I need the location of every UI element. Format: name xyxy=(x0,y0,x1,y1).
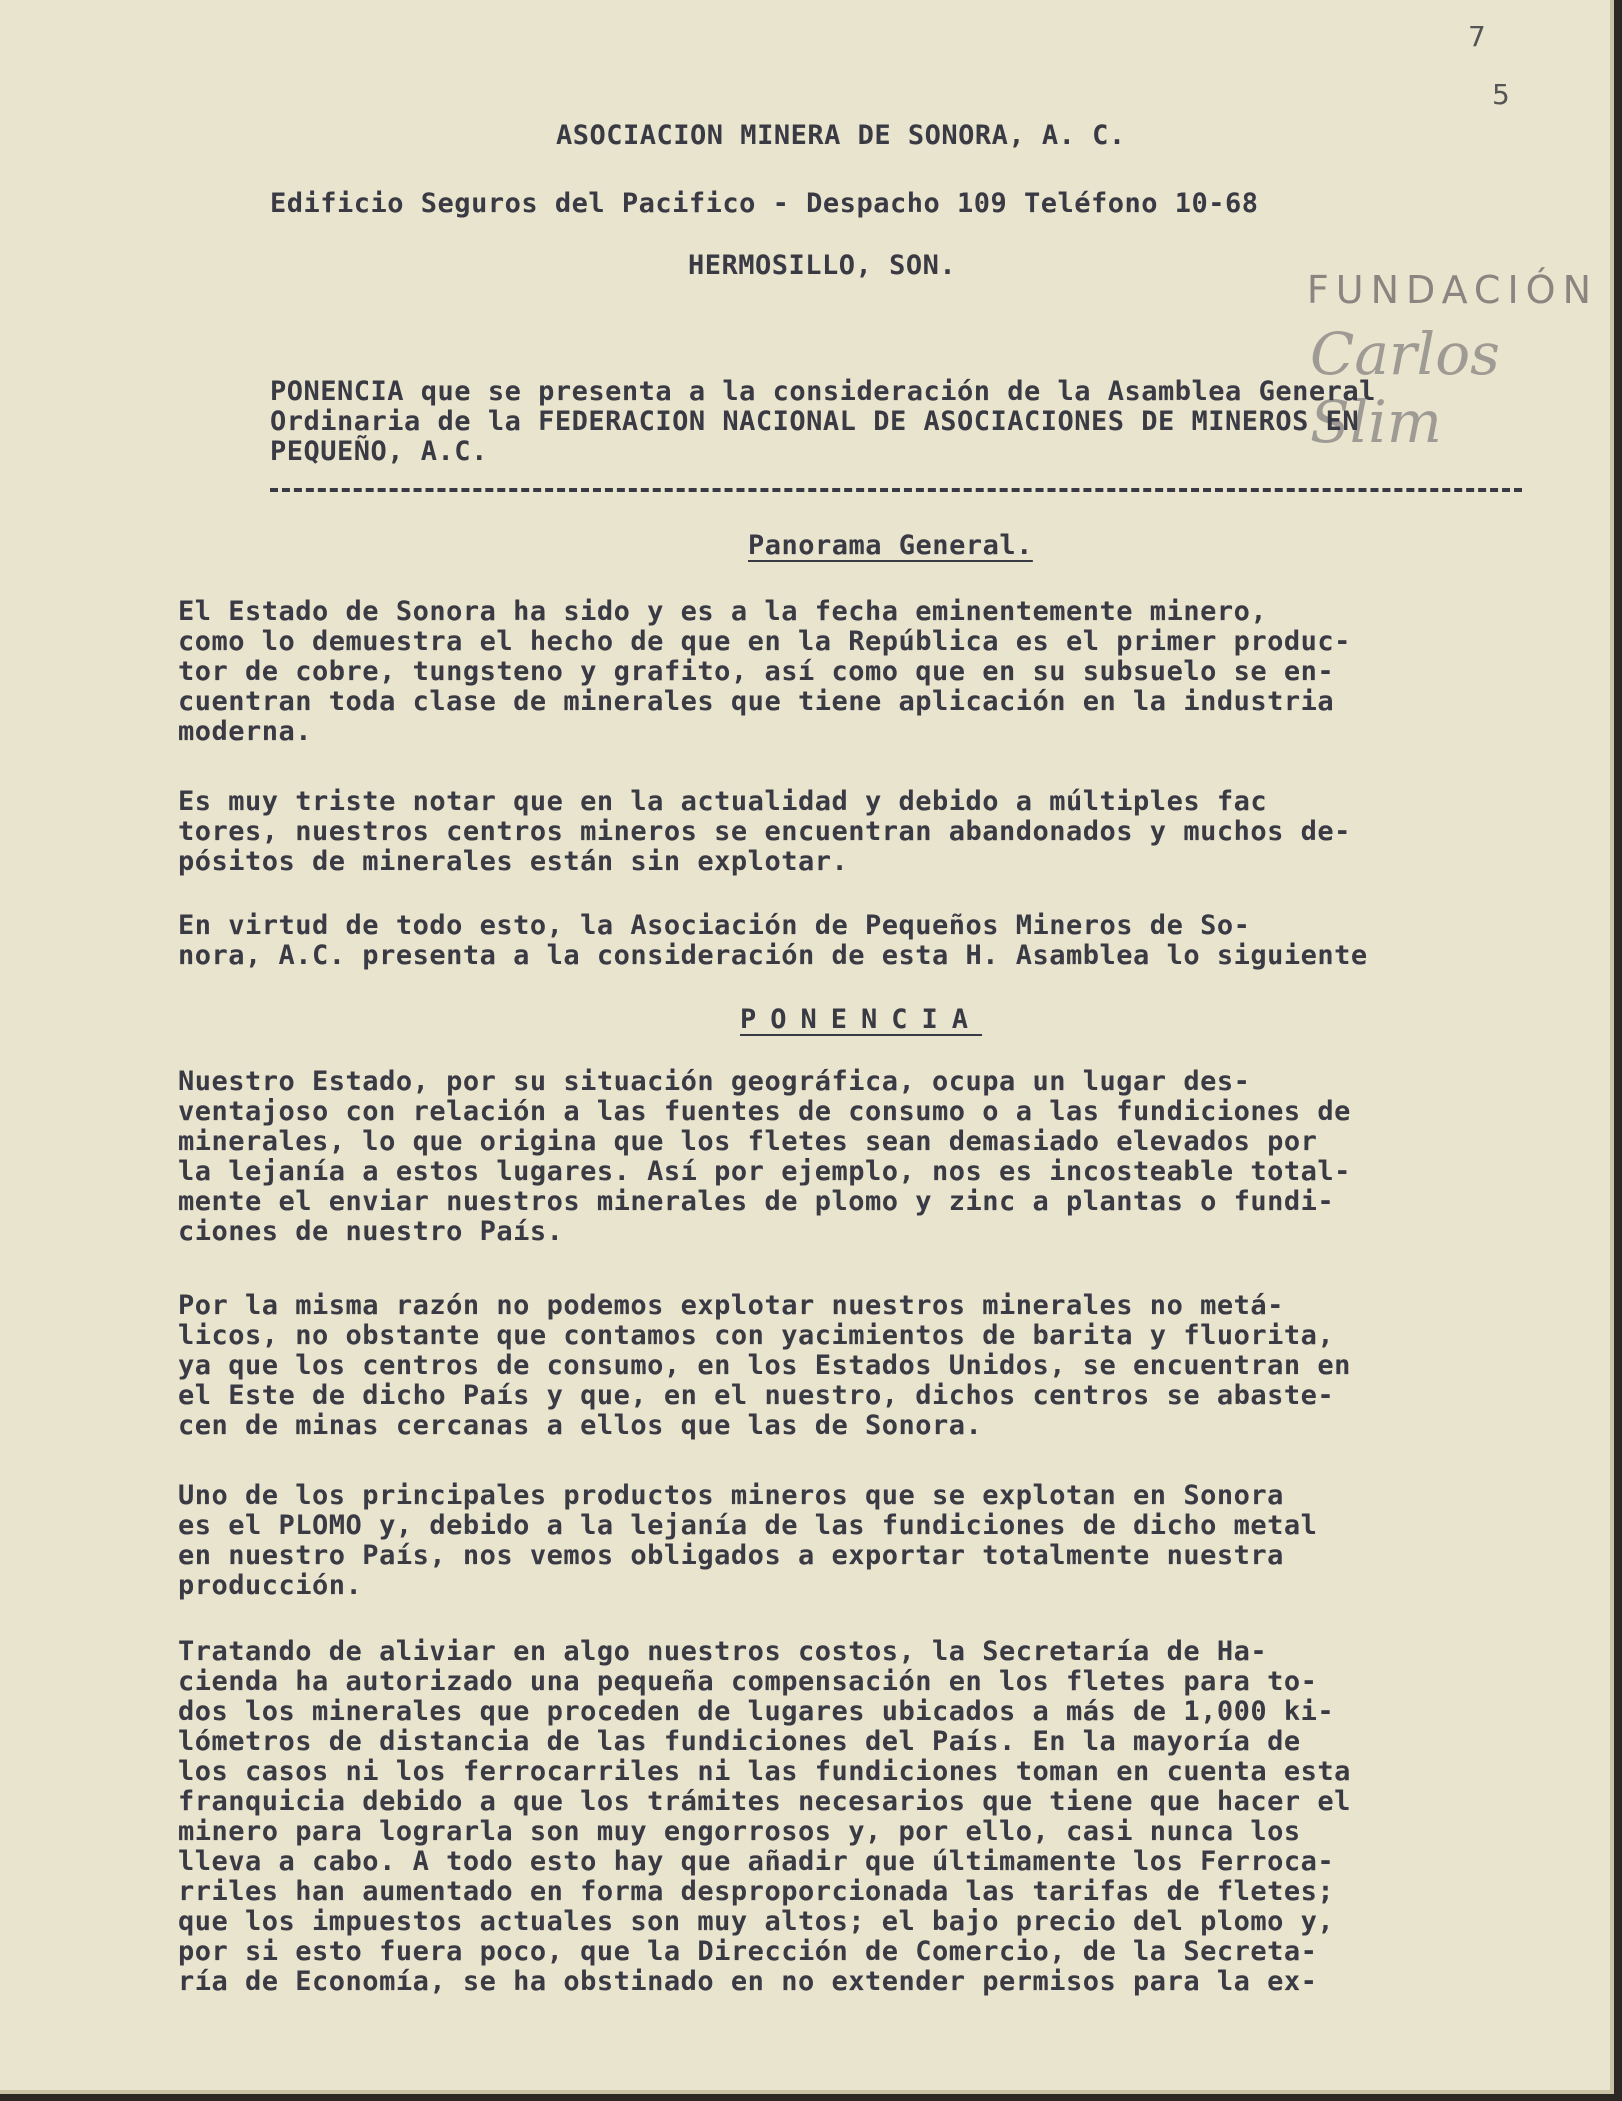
text-line: que los impuestos actuales son muy altos; el bajo precio del plomo y, xyxy=(178,1906,1335,1937)
text-line: franquicia debido a que los trámites necesarios que tiene que hacer el xyxy=(178,1786,1351,1817)
text-line: la lejanía a estos lugares. Así por ejemplo, nos es incosteable total- xyxy=(178,1156,1351,1187)
dashed-separator xyxy=(270,488,1522,492)
page-number: 5 xyxy=(1492,78,1510,111)
text-line: lleva a cabo. A todo esto hay que añadir que últimamente los Ferroca- xyxy=(178,1846,1335,1877)
text-line: lómetros de distancia de las fundiciones del País. En la mayoría de xyxy=(178,1726,1301,1757)
text-line: es el PLOMO y, debido a la lejanía de las fundiciones de dicho metal xyxy=(178,1510,1318,1541)
section-title: Panorama General. xyxy=(748,530,1033,561)
text-line: ciones de nuestro País. xyxy=(178,1216,564,1247)
text-line: Tratando de aliviar en algo nuestros costos, la Secretaría de Ha- xyxy=(178,1636,1268,1667)
text-line: ya que los centros de consumo, en los Estados Unidos, se encuentran en xyxy=(178,1350,1351,1381)
watermark-foundation: FUNDACIÓN xyxy=(1306,268,1598,312)
text-line: dos los minerales que proceden de lugares ubicados a más de 1,000 ki- xyxy=(178,1696,1335,1727)
text-line: rriles han aumentado en forma desproporcionada las tarifas de fletes; xyxy=(178,1876,1335,1907)
text-line: PONENCIA que se presenta a la consideración de la Asamblea General xyxy=(270,376,1376,407)
text-line: tores, nuestros centros mineros se encuentran abandonados y muchos de- xyxy=(178,816,1351,847)
text-line: producción. xyxy=(178,1570,363,1601)
text-line: licos, no obstante que contamos con yacimientos de barita y fluorita, xyxy=(178,1320,1335,1351)
text-line: Por la misma razón no podemos explotar nuestros minerales no metá- xyxy=(178,1290,1284,1321)
ponencia-title: PONENCIA xyxy=(740,1004,983,1035)
text-line: por si esto fuera poco, que la Dirección de Comercio, de la Secreta- xyxy=(178,1936,1318,1967)
watermark-signature: Carlos Slim xyxy=(1310,320,1500,456)
text-line: Uno de los principales productos mineros que se explotan en Sonora xyxy=(178,1480,1284,1511)
text-line: Ordinaria de la FEDERACION NACIONAL DE ASOCIACIONES DE MINEROS EN xyxy=(270,406,1360,437)
text-line: pósitos de minerales están sin explotar. xyxy=(178,846,849,877)
text-line: mente el enviar nuestros minerales de plomo y zinc a plantas o fundi- xyxy=(178,1186,1335,1217)
text-line: Es muy triste notar que en la actualidad y debido a múltiples fac xyxy=(178,786,1268,817)
text-line: PEQUEÑO, A.C. xyxy=(270,436,488,467)
text-line: los casos ni los ferrocarriles ni las fundiciones toman en cuenta esta xyxy=(178,1756,1351,1787)
text-line: cuentran toda clase de minerales que tiene aplicación en la industria xyxy=(178,686,1335,717)
text-line: cienda ha autorizado una pequeña compensación en los fletes para to- xyxy=(178,1666,1318,1697)
text-line: tor de cobre, tungsteno y grafito, así como que en su subsuelo se en- xyxy=(178,656,1335,687)
text-line: Nuestro Estado, por su situación geográfica, ocupa un lugar des- xyxy=(178,1066,1251,1097)
letterhead-city: HERMOSILLO, SON. xyxy=(688,250,957,281)
letterhead-org: ASOCIACION MINERA DE SONORA, A. C. xyxy=(556,120,1126,151)
text-line: el Este de dicho País y que, en el nuestro, dichos centros se abaste- xyxy=(178,1380,1335,1411)
text-line: En virtud de todo esto, la Asociación de Pequeños Mineros de So- xyxy=(178,910,1251,941)
text-line: minerales, lo que origina que los fletes sean demasiado elevados por xyxy=(178,1126,1318,1157)
page-mark: 7 xyxy=(1468,20,1486,53)
letterhead-address: Edificio Seguros del Pacifico - Despacho 109 Teléfono 10-68 xyxy=(270,188,1259,219)
text-line: ventajoso con relación a las fuentes de consumo o a las fundiciones de xyxy=(178,1096,1351,1127)
text-line: cen de minas cercanas a ellos que las de Sonora. xyxy=(178,1410,983,1441)
text-line: moderna. xyxy=(178,716,313,747)
text-line: nora, A.C. presenta a la consideración de esta H. Asamblea lo siguiente xyxy=(178,940,1368,971)
text-line: minero para lograrla son muy engorrosos y, por ello, casi nunca los xyxy=(178,1816,1301,1847)
text-line: El Estado de Sonora ha sido y es a la fecha eminentemente minero, xyxy=(178,596,1268,627)
text-line: como lo demuestra el hecho de que en la República es el primer produc- xyxy=(178,626,1351,657)
text-line: ría de Economía, se ha obstinado en no extender permisos para la ex- xyxy=(178,1966,1318,1997)
text-line: en nuestro País, nos vemos obligados a exportar totalmente nuestra xyxy=(178,1540,1284,1571)
